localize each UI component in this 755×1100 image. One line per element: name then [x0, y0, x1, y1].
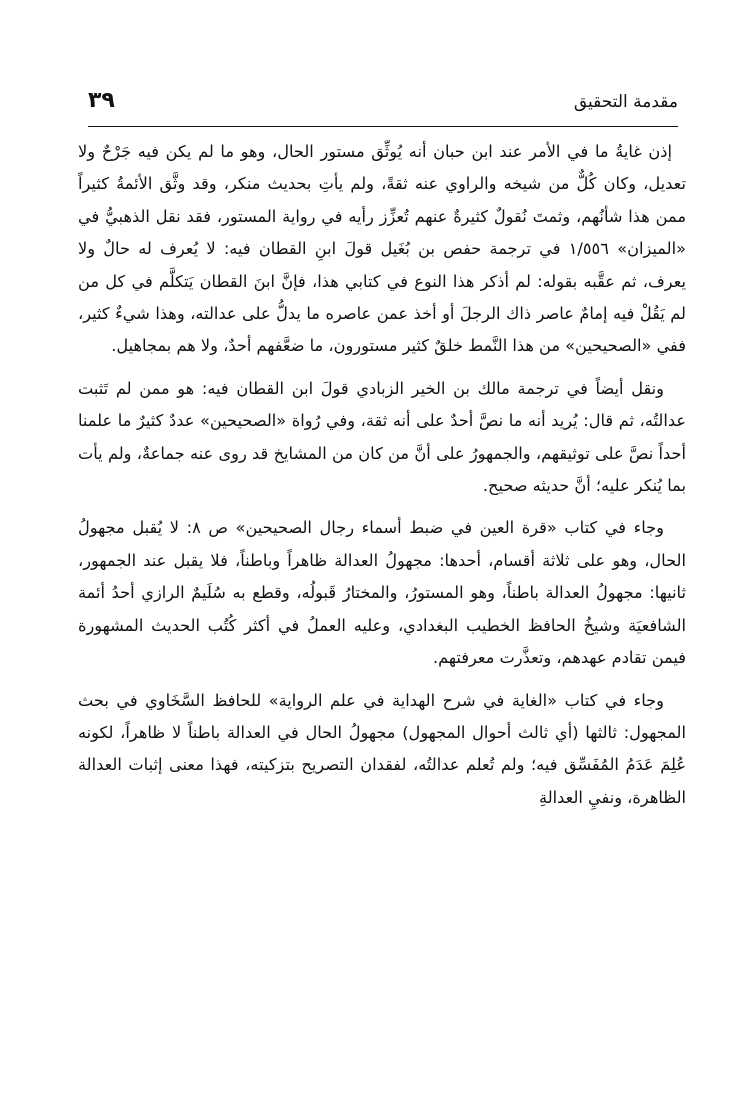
- paragraph-1: إذن غايةُ ما في الأمر عند ابن حبان أنه يُوثِّق مستور الحال، وهو ما لم يكن فيه جَرْحٌ ولا تعديل، وكان كُلٌّ من شيخه والراوي عنه ثقةً، ولم يأتِ بحديث منكر، وقد وثَّق الأئمةُ كثيراً ممن هذا شأنُهم، وثمتَ نُقولٌ كثيرةٌ عنهم تُعزِّز رأيه في رواية المستور، فقد نقل الذهبيُّ في «الميزان» ١/٥٥٦ في ترجمة حفص بن بُغَيل قولَ ابنِ القطان فيه: لا يُعرف له حالٌ ولا يعرف، ثم عقَّبه بقوله: لم أذكر هذا النوع في كتابي هذا، فإنَّ ابنَ القطان يَتكلَّم في كل من لم يَقُلْ فيه إمامٌ عاصر ذاك الرجلَ أو أخذ عمن عاصره ما يدلُّ على عدالته، وهذا شيءٌ كثير، ففي «الصحيحين» من هذا النَّمط خلقٌ كثير مستورون، ما ضعَّفهم أحدٌ، ولا هم بمجاهيل.: [78, 142, 686, 356]
- paragraph-4: وجاء في كتاب «الغاية في شرح الهداية في علم الرواية» للحافظ السَّخَاوي في بحث المجهول: ثالثها (أي ثالث أحوال المجهول) مجهولُ الحال في العدالة باطناً لا ظاهراً، لكونه عُلِمَ عَدَمُ المُفَسِّق فيه؛ ولم تُعلم عدالتُه، لفقدان التصريح بتزكيته، فهذا معنى إثبات العدالة الظاهرة، ونفيِ العدالةِ: [78, 690, 686, 807]
- running-title: مقدمة التحقيق: [573, 92, 678, 112]
- header-rule: [88, 126, 678, 127]
- paragraph-3: وجاء في كتاب «قرة العين في ضبط أسماء رجال الصحيحين» ص ٨: لا يُقبل مجهولُ الحال، وهو على ثلاثة أقسام، أحدها: مجهولُ العدالة ظاهراً وباطناً، فلا يقبل عند الجمهور، ثانيها: مجهولُ العدالة باطناً، وهو المستورُ، والمختارُ قَبولُه، وقطع به سُلَيمٌ الرازي أحدُ أئمة الشافعيَة وشيخُ الحافظ الخطيب البغدادي، وعليه العملُ في أكثر كُتُب الحديث المشهورة فيمن تقادم عهدهم، وتعذَّرت معرفتهم.: [78, 518, 686, 668]
- page-number: ٣٩: [88, 88, 115, 113]
- paragraph-2: ونقل أيضاً في ترجمة مالك بن الخير الزبادي قولَ ابن القطان فيه: هو ممن لم تَثبت عدالتُه، ثم قال: يُريد أنه ما نصَّ أحدٌ على أنه ثقة، وفي رُواة «الصحيحين» عددٌ كثيرٌ ما علمنا أحداً نصَّ على توثيقهم، والجمهورُ على أنَّ من كان من المشايخ قد روى عنه جماعةٌ، ولم يأت بما يُنكر عليه؛ أنَّ حديثه صحيح.: [78, 378, 686, 496]
- body-text: [78, 136, 686, 824]
- page-header: [88, 88, 678, 122]
